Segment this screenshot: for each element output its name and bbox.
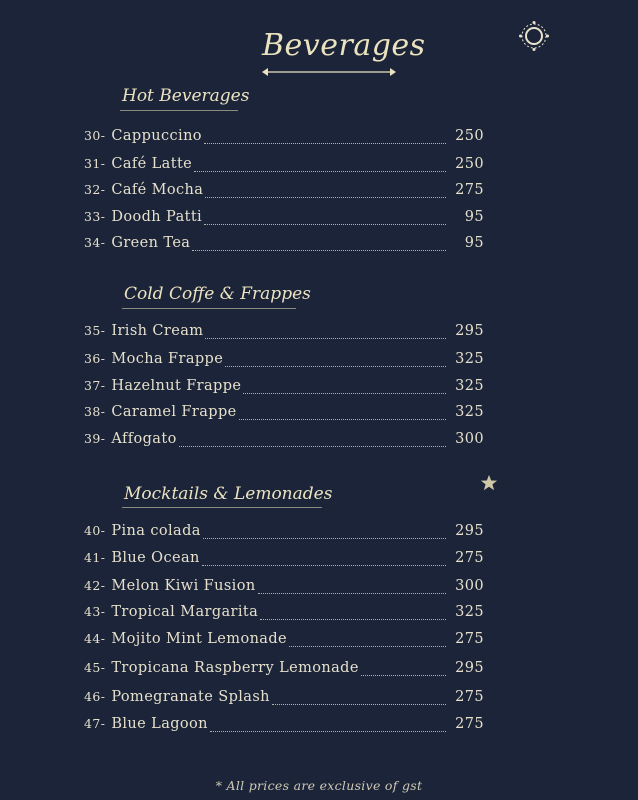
item-price: 95 xyxy=(464,235,484,251)
item-number: 33- xyxy=(84,209,106,224)
menu-item xyxy=(84,716,484,736)
item-price: 295 xyxy=(455,323,484,339)
dot-leader xyxy=(361,674,446,676)
item-price: 95 xyxy=(464,209,484,225)
item-price: 275 xyxy=(455,631,484,647)
menu-item xyxy=(84,550,484,570)
item-number: 37- xyxy=(84,378,106,393)
dot-leader xyxy=(205,337,446,339)
item-price: 300 xyxy=(455,431,484,447)
dot-leader xyxy=(192,249,446,251)
item-number: 30- xyxy=(84,128,106,143)
item-price: 275 xyxy=(455,716,484,732)
item-name: Café Latte xyxy=(111,156,193,172)
item-price: 325 xyxy=(455,351,484,367)
item-number: 40- xyxy=(84,523,106,538)
menu-item xyxy=(84,351,484,371)
dot-leader xyxy=(272,703,446,705)
item-name: Doodh Patti xyxy=(111,209,203,225)
menu-item xyxy=(84,604,484,624)
item-price: 300 xyxy=(455,578,484,594)
item-name: Pomegranate Splash xyxy=(111,689,270,705)
price-footnote: * All prices are exclusive of gst xyxy=(215,778,423,793)
item-price: 250 xyxy=(455,128,484,144)
item-name: Pina colada xyxy=(111,523,201,539)
item-price: 295 xyxy=(455,523,484,539)
section-title-mocktails: Mocktails & Lemonades xyxy=(124,484,333,504)
dot-leader xyxy=(225,365,446,367)
menu-item xyxy=(84,156,484,176)
dot-leader xyxy=(204,223,446,225)
item-price: 275 xyxy=(455,550,484,566)
item-name: Blue Lagoon xyxy=(111,716,208,732)
item-name: Affogato xyxy=(111,431,177,447)
menu-item xyxy=(84,578,484,598)
item-name: Melon Kiwi Fusion xyxy=(111,578,256,594)
menu-item xyxy=(84,323,484,343)
item-price: 325 xyxy=(455,378,484,394)
item-name: Caramel Frappe xyxy=(111,404,237,420)
dot-leader xyxy=(194,170,446,172)
dot-leader xyxy=(239,418,446,420)
item-name: Cappuccino xyxy=(111,128,202,144)
item-number: 42- xyxy=(84,578,106,593)
item-name: Hazelnut Frappe xyxy=(111,378,242,394)
item-name: Blue Ocean xyxy=(111,550,200,566)
item-price: 275 xyxy=(455,689,484,705)
item-name: Green Tea xyxy=(111,235,191,251)
menu-item xyxy=(84,182,484,202)
item-name: Tropical Margarita xyxy=(111,604,259,620)
dot-leader xyxy=(260,618,446,620)
dot-leader xyxy=(204,142,446,144)
item-number: 47- xyxy=(84,716,106,731)
item-name: Café Mocha xyxy=(111,182,204,198)
menu-item xyxy=(84,523,484,543)
item-number: 36- xyxy=(84,351,106,366)
item-name: Mojito Mint Lemonade xyxy=(111,631,288,647)
menu-item xyxy=(84,235,484,255)
item-price: 275 xyxy=(455,182,484,198)
item-number: 41- xyxy=(84,550,106,565)
item-number: 32- xyxy=(84,182,106,197)
menu-item xyxy=(84,404,484,424)
menu-item xyxy=(84,128,484,148)
section-title-hot-beverages: Hot Beverages xyxy=(122,86,250,106)
dot-leader xyxy=(289,645,446,647)
item-number: 39- xyxy=(84,431,106,446)
item-number: 44- xyxy=(84,631,106,646)
item-name: Tropicana Raspberry Lemonade xyxy=(111,660,359,676)
item-price: 325 xyxy=(455,404,484,420)
item-number: 46- xyxy=(84,689,106,704)
dot-leader xyxy=(205,196,446,198)
section-title-cold-coffee: Cold Coffe & Frappes xyxy=(124,284,311,304)
item-number: 34- xyxy=(84,235,106,250)
page-title: Beverages xyxy=(262,28,426,63)
menu-item xyxy=(84,660,484,680)
section-underline xyxy=(122,507,322,508)
item-name: Mocha Frappe xyxy=(111,351,224,367)
menu-item xyxy=(84,631,484,651)
item-price: 295 xyxy=(455,660,484,676)
item-number: 35- xyxy=(84,323,106,338)
dot-leader xyxy=(210,730,446,732)
dot-leader xyxy=(179,445,446,447)
title-flourish-icon xyxy=(262,66,396,78)
section-underline xyxy=(122,308,296,309)
item-name: Irish Cream xyxy=(111,323,204,339)
star-icon xyxy=(480,474,498,492)
menu-item xyxy=(84,431,484,451)
dot-leader xyxy=(258,592,446,594)
dot-leader xyxy=(203,537,446,539)
dot-leader xyxy=(243,392,446,394)
item-number: 38- xyxy=(84,404,106,419)
item-number: 43- xyxy=(84,604,106,619)
item-number: 31- xyxy=(84,156,106,171)
menu-item xyxy=(84,378,484,398)
section-underline xyxy=(120,110,238,111)
menu-item xyxy=(84,689,484,709)
sun-ornament-icon xyxy=(518,20,550,52)
dot-leader xyxy=(202,564,446,566)
item-number: 45- xyxy=(84,660,106,675)
item-price: 325 xyxy=(455,604,484,620)
item-price: 250 xyxy=(455,156,484,172)
menu-item xyxy=(84,209,484,229)
